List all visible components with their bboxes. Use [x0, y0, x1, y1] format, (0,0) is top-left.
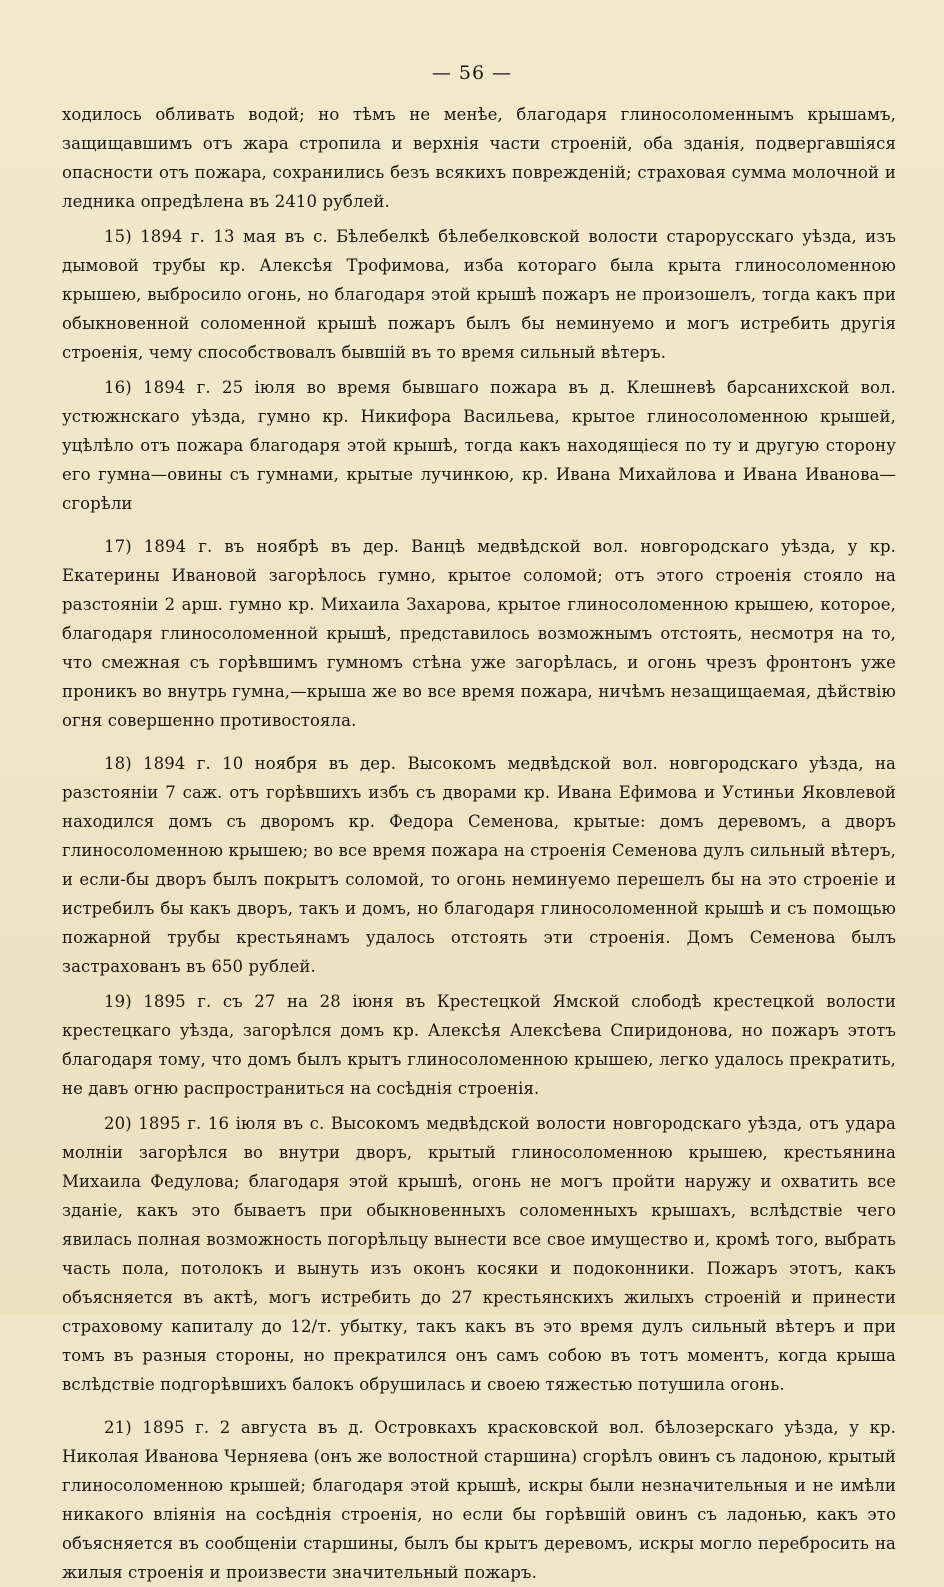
page-number: — 56 — — [431, 62, 513, 84]
paragraph-item-17: 17) 1894 г. въ ноябрѣ въ дер. Ванцѣ медвѣдской вол. новгородскаго уѣзда, у кр. Екатерины Ивановой загорѣлось гумно, крытое соломой; отъ этого строенія стояло на разстояніи 2 арш. гумно кр. Михаила Захарова, крытое глиносоломенною крышею, которое, благодаря глиносоломенной крышѣ, представилось возможнымъ отстоять, несмотря на то, что смежная съ горѣвшимъ гумномъ стѣна уже загорѣлась, и огонь чрезъ фронтонъ уже проникъ во внутрь гумна,—крыша же во все время пожара, ничѣмъ незащищаемая, дѣйствію огня совершенно противостояла. — [62, 537, 896, 730]
paragraph-continuation: ходилось обливать водой; но тѣмъ не менѣе, благодаря глиносоломеннымъ крышамъ, защищавшимъ отъ жара стропила и верхнія части строеній, оба зданія, подвергавшіяся опасности отъ пожара, сохранились безъ всякихъ поврежденій; страховая сумма молочной и ледника опредѣлена въ 2410 рублей. — [62, 105, 896, 211]
paragraph-item-16: 16) 1894 г. 25 іюля во время бывшаго пожара въ д. Клешневѣ барсанихской вол. устюжнскаго уѣзда, гумно кр. Никифора Васильева, крытое глиносоломенною крышей, уцѣлѣло отъ пожара благодаря этой крышѣ, тогда какъ находящіеся по ту и другую сторону его гумна—овины съ гумнами, крытые лучинкою, кр. Ивана Михайлова и Ивана Иванова—сгорѣли — [62, 378, 896, 513]
paragraph-item-20: 20) 1895 г. 16 іюля въ с. Высокомъ медвѣдской волости новгородскаго уѣзда, отъ удара молніи загорѣлся во внутри дворъ, крытый глиносоломенною крышею, крестьянина Михаила Федулова; благодаря этой крышѣ, огонь не могъ пройти наружу и охватить все зданіе, какъ это бываетъ при обыкновенныхъ соломенныхъ крышахъ, вслѣдствіе чего явилась полная возможность погорѣльцу вынести все свое имущество и, кромѣ того, выбрать часть пола, потолокъ и вынуть изъ оконъ косяки и подоконники. Пожаръ этотъ, какъ объясняется въ актѣ, могъ истребить до 27 крестьянскихъ жилыхъ строеній и принести страховому капиталу до 12/т. убытку, такъ какъ въ это время дулъ сильный вѣтеръ и при томъ въ разныя стороны, но прекратился онъ самъ собою въ тотъ моментъ, когда крыша вслѣдствіе подгорѣвшихъ балокъ обрушилась и своею тяжестью потушила огонь. — [62, 1114, 896, 1394]
body-text — [62, 100, 896, 1587]
paragraph-item-21: 21) 1895 г. 2 августа въ д. Островкахъ красковской вол. бѣлозерскаго уѣзда, у кр. Николая Иванова Черняева (онъ же волостной старшина) сгорѣлъ овинъ съ ладоною, крытый глиносоломенною крышей; благодаря этой крышѣ, искры были незначительныя и не имѣли никакого вліянія на сосѣднія строенія, но если бы горѣвшій овинъ съ ладонью, какъ это объясняется въ сообщеніи старшины, былъ бы крытъ деревомъ, искры могло перебросить на жилыя строенія и произвести значительный пожаръ. — [62, 1418, 896, 1582]
paragraph-item-18: 18) 1894 г. 10 ноября въ дер. Высокомъ медвѣдской вол. новгородскаго уѣзда, на разстояніи 7 саж. отъ горѣвшихъ избъ съ дворами кр. Ивана Ефимова и Устиньи Яковлевой находился домъ съ дворомъ кр. Федора Семенова, крытые: домъ деревомъ, а дворъ глиносоломенною крышею; во все время пожара на строенія Семенова дулъ сильный вѣтеръ, и если-бы дворъ былъ покрытъ соломой, то огонь неминуемо перешелъ бы на это строеніе и истребилъ бы какъ дворъ, такъ и домъ, но благодаря глиносоломенной крышѣ и съ помощью пожарной трубы крестьянамъ удалось отстоять эти строенія. Домъ Семенова былъ застрахованъ въ 650 рублей. — [62, 754, 896, 976]
paragraph-item-15: 15) 1894 г. 13 мая въ с. Бѣлебелкѣ бѣлебелковской волости старорусскаго уѣзда, изъ дымовой трубы кр. Алексѣя Трофимова, изба котораго была крыта глиносоломенною крышею, выбросило огонь, но благодаря этой крышѣ пожаръ не произошелъ, тогда какъ при обыкновенной соломенной крышѣ пожаръ былъ бы неминуемо и могъ истребить другія строенія, чему способствовалъ бывшій въ то время сильный вѣтеръ. — [62, 227, 896, 362]
paragraph-item-19: 19) 1895 г. съ 27 на 28 іюня въ Крестецкой Ямской слободѣ крестецкой волости крестецкаго уѣзда, загорѣлся домъ кр. Алексѣя Алексѣева Спиридонова, но пожаръ этотъ благодаря тому, что домъ былъ крытъ глиносоломенною крышею, легко удалось прекратить, не давъ огню распространиться на сосѣднія строенія. — [62, 992, 896, 1098]
